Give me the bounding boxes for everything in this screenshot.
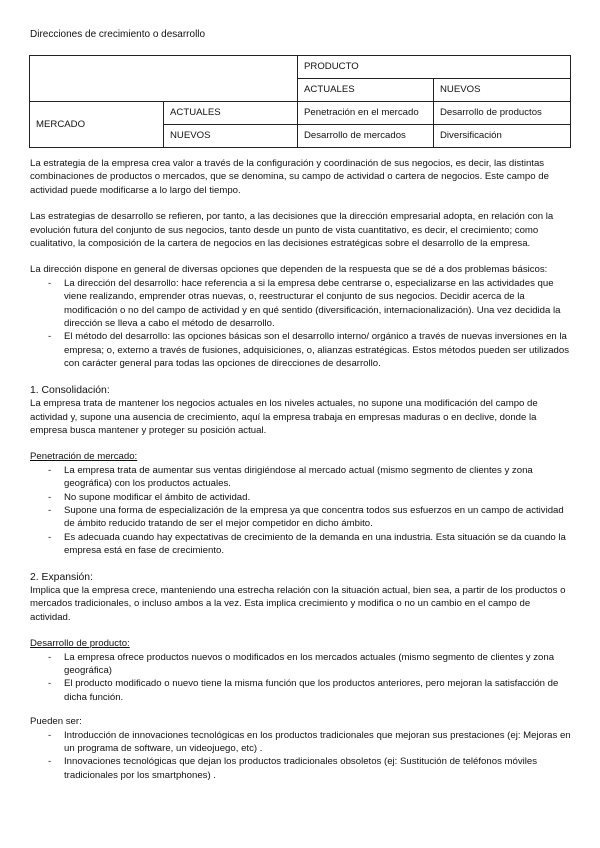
intro-paragraph-1: La estrategia de la empresa crea valor a través de la configuración y coordinación de sus negocios, es decir, las distintas combinaciones de productos o mercados, que se denomina, su campo de actividad o cartera de negocios. Este campo de actividad puede modificarse a lo largo del tiempo. xyxy=(30,158,549,196)
matrix-cell-penetracion: Penetración en el mercado xyxy=(298,102,434,125)
expansion-text: Implica que la empresa crece, manteniendo una estrecha relación con la situación actual, bien sea, a partir de los productos o mercados tradicionales, o incluso ambos a la vez. Esta implica crecimiento y modifica o no un cambio en el campo de actividad. xyxy=(30,584,566,623)
document-title: Direcciones de crecimiento o desarrollo xyxy=(30,29,206,40)
matrix-header-producto: PRODUCTO xyxy=(298,56,571,79)
matrix-empty-cell xyxy=(30,56,298,102)
desarrollo-producto-bullet-list xyxy=(30,651,572,705)
list-item: - Es adecuada cuando hay expectativas de crecimiento de la demanda en una industria. Esta situación se da cuando la empresa está en fase de crecimiento. xyxy=(48,531,566,557)
subheading-pueden-ser: Pueden ser: xyxy=(30,716,82,728)
list-item: - Introducción de innovaciones tecnológicas en los productos tradicionales que mejoran sus prestaciones (ej: Mejoras en un programa de software, un videojuego, etc) . xyxy=(48,729,571,755)
list-item: - Supone una forma de especialización de la empresa ya que concentra todos sus esfuerzos en un campo de actividad de ámbito reducido tratando de ser el mejor competidor en dicho ámbito. xyxy=(48,504,564,530)
matrix-col-actuales: ACTUALES xyxy=(298,79,434,102)
list-item: - No supone modificar el ámbito de actividad. xyxy=(48,491,251,503)
list-item: - La dirección del desarrollo: hace referencia a si la empresa debe centrarse o, especializarse en las actividades que viene realizando, emprender otras nuevas, o, reestructurar el conjunto de sus negocios. Decidir acerca de la modificación o no del campo de actividad y en qué sentido (diversificación, internacionalización). Una vez decidida la dirección se lleva a cabo el método de desarrollo. xyxy=(48,277,561,330)
consolidacion-text: La empresa trata de mantener los negocios actuales en los niveles actuales, no supone una modificación del campo de actividad y, supone una ausencia de crecimiento, aquí la empresa trabaja en empresas maduras o en declive, donde la empresa busca mantener y proteger su posición actual. xyxy=(30,398,538,436)
list-item: - La empresa trata de aumentar sus ventas dirigiéndose al mercado actual (mismo segmento de clientes y zona geográfica) con los productos actuales. xyxy=(48,464,533,490)
document-body xyxy=(30,157,572,782)
pueden-ser-bullet-list xyxy=(30,729,572,783)
matrix-cell-desarrollo-mercados: Desarrollo de mercados xyxy=(298,125,434,148)
list-item: - El producto modificado o nuevo tiene la misma función que los productos anteriores, pero mejoran la satisfacción de dicha función. xyxy=(48,678,559,703)
matrix-col-nuevos: NUEVOS xyxy=(434,79,571,102)
growth-matrix-table xyxy=(29,55,571,148)
intro-paragraph-2: Las estrategias de desarrollo se refieren, por tanto, a las decisiones que la dirección empresarial adopta, en relación con la evolución futura del conjunto de sus negocios, tanto desde un punto de vista cuantitativo, es decir, el crecimiento; como cualitativo, la composición de la cartera de negocios en las decisiones estratégicas sobre el desarrollo de la empresa. xyxy=(30,211,554,250)
penetracion-bullet-list xyxy=(30,464,572,558)
list-item: - La empresa ofrece productos nuevos o modificados en los mercados actuales (mismo segmento de clientes y zona geográfica) xyxy=(48,651,555,676)
matrix-cell-desarrollo-productos: Desarrollo de productos xyxy=(434,102,571,125)
matrix-row-nuevos: NUEVOS xyxy=(164,125,298,148)
matrix-cell-diversificacion: Diversificación xyxy=(434,125,571,148)
section-heading-expansion: 2. Expansión: xyxy=(30,571,93,583)
list-item: - Innovaciones tecnológicas que dejan los productos tradicionales obsoletos (ej: Sustitución de teléfonos móviles tradicionales por los smartphones) . xyxy=(48,756,538,781)
matrix-header-mercado: MERCADO xyxy=(30,102,164,148)
subheading-penetracion: Penetración de mercado: xyxy=(30,451,138,463)
intro-bullet-list xyxy=(30,277,572,371)
intro-paragraph-3: La dirección dispone en general de diversas opciones que dependen de la respuesta que se dé a dos problemas básicos: xyxy=(30,264,548,276)
section-heading-consolidacion: 1. Consolidación: xyxy=(30,384,110,396)
matrix-row-actuales: ACTUALES xyxy=(164,102,298,125)
list-item: - El método del desarrollo: las opciones básicas son el desarrollo interno/ orgánico a través de nuevas inversiones en la empresa; o, externo a través de fusiones, adquisiciones, o, alianzas estratégicas. Estos métodos pueden ser utilizados con carácter general para todas las opciones de direcciones de desarrollo. xyxy=(48,331,570,370)
subheading-desarrollo-producto: Desarrollo de producto: xyxy=(30,638,130,650)
